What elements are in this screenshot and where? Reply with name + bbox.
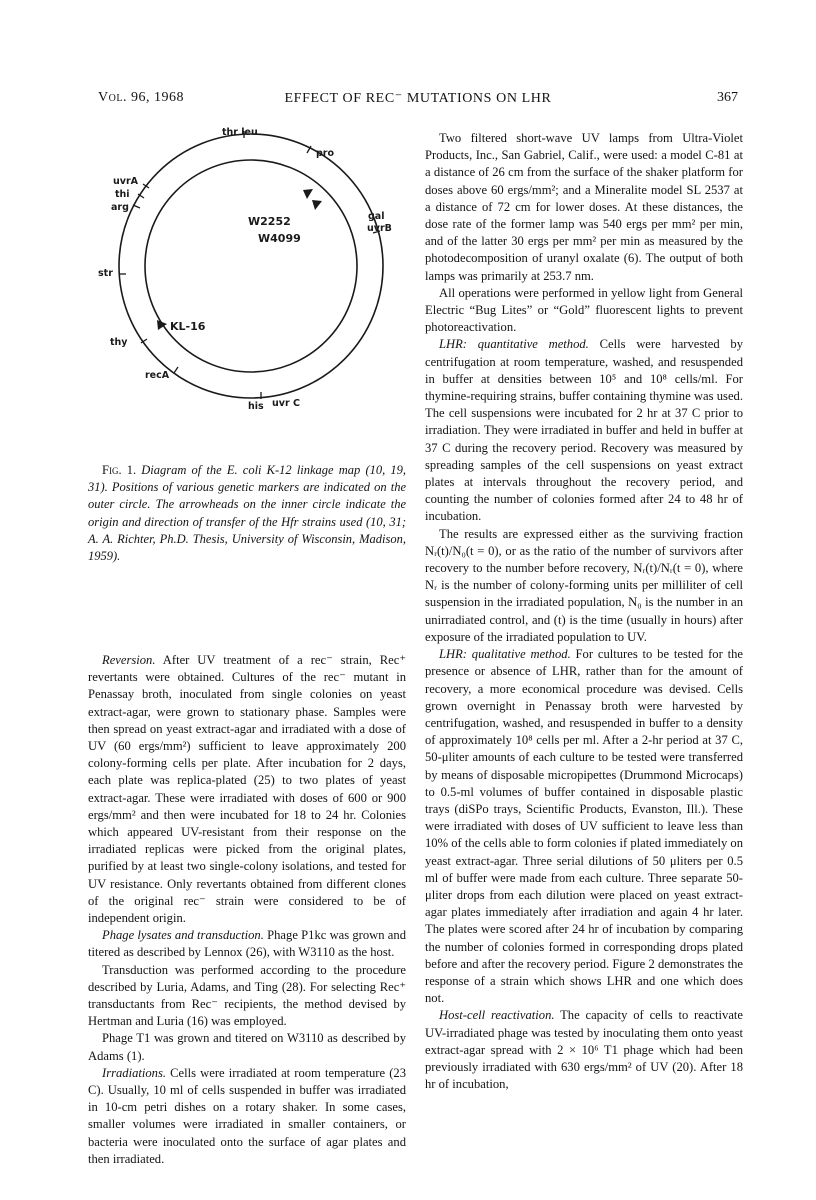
marker-his: his [248, 401, 264, 412]
marker-recA: recA [145, 370, 170, 381]
linkage-map-diagram [96, 126, 406, 416]
paragraph-text: The results are expressed either as the surviving fraction Nᵣ(t)/N₀(t = 0), or as the ratio of the number of survivors after recovery to the number before recovery, Nᵣ(t)/Nᵣ(t = 0), where Nᵣ is the number of colony-forming units per milliliter of cell suspension in the irradiated population, N₀ is the number in an unirradiated control, and (t) is the time (usually in hours) after exposure of the irradiated population to UV. [425, 526, 743, 644]
inner-circle [145, 160, 357, 372]
marker-thr-leu: thr leu [222, 127, 258, 138]
paragraph-phage-t1 [88, 1030, 406, 1064]
paragraph-results [425, 526, 743, 646]
run-in-heading: Reversion. [102, 653, 156, 667]
volume-info: Vol. 96, 1968 [98, 90, 184, 105]
marker-pro: pro [316, 148, 335, 159]
paragraph-lhr-quantitative [425, 336, 743, 525]
paragraph-text: The capacity of cells to reactivate UV-irradiated phage was tested by inoculating them onto yeast extract-agar spread with 2 × 10⁶ T1 phage which had been previously irradiated with 630 ergs/mm² of UV (20). After 18 hr of incubation, [425, 1008, 743, 1092]
marker-thy: thy [110, 337, 128, 348]
arrowhead-w4099 [312, 200, 322, 210]
paragraph-text: Cells were harvested by centrifugation at room temperature, washed, and resuspended in buffer at densities between 10⁵ and 10⁸ cells/ml. For thymine-requiring strains, buffer containing thymine was used. The cell suspensions were incubated for 2 hr at 37 C prior to irradiation. They were irradiated in buffer and held in buffer at 37 C during the recovery period. Recovery was measured by spreading samples of the cell suspensions on yeast extract plates at intervals throughout the recovery period, and counting the number of colonies formed after 24 to 48 hr of incubation. [425, 337, 743, 524]
paragraph-text: After UV treatment of a rec⁻ strain, Rec⁺ revertants were obtained. Cultures of the rec⁻ mutant in Penassay broth, inoculated from single colonies on yeast extract-agar, were grown to stationary phase. Samples were then spread on yeast extract-agar and irradiated with a dose of UV (60 ergs/mm²) sufficient to leave approximately 200 colony-forming cells per plate. After incubation for 2 days, each plate was replica-plated (25) to two plates of yeast extract-agar. These were irradiated with doses of 600 or 900 ergs/mm² and then were incubated for 18 to 24 hr. Colonies which appeared UV-resistant from their response on the irradiated replicas were picked from the original plates, purified by at least two single-colony isolations, and tested for UV resistance. Only revertants obtained from different clones of the original rec⁻ strain were considered to be of independent origin. [88, 653, 406, 926]
run-in-heading: Host-cell reactivation. [439, 1008, 555, 1023]
paragraph-irradiations [88, 1065, 406, 1168]
paragraph-text: Phage P1kc was grown and titered as described by Lennox (26), with W3110 as the host. [88, 928, 406, 960]
paragraph-yellow-light [425, 285, 743, 337]
left-column [88, 652, 406, 1168]
caption-text: Diagram of the E. coli K-12 linkage map (10, 19, 31). Positions of various genetic markers are indicated on the outer circle. The arrowheads on the inner circle indicate the origin and direction of transfer of the Hfr strains used (10, 31; A. A. Richter, Ph.D. Thesis, University of Wisconsin, Madison, 1959). [88, 463, 407, 564]
paragraph-text: All operations were performed in yellow light from General Electric “Bug Lites” or “Gold” fluorescent lights to prevent photoreactivation. [425, 285, 743, 335]
paragraph-text: Two filtered short-wave UV lamps from Ultra-Violet Products, Inc., San Gabriel, Calif., were used: a model C-81 at a distance of 26 cm from the surface of the shaker platform for doses above 60 ergs/mm²; and a Mineralite model SL 2537 at a distance of 72 cm for lower doses. At these distances, the dose rate of the former lamp was 540 ergs per mm² per min, and of the latter 30 ergs per mm² per min as measured by the photodecomposition of uranyl oxalate (6). The output of both lamps was primarily at 253.7 nm. [425, 131, 743, 283]
paragraph-reversion [88, 652, 406, 927]
marker-arg: arg [111, 202, 129, 213]
paragraph-uv-lamps [425, 130, 743, 285]
strain-kl16: KL-16 [170, 320, 206, 333]
marker-thi: thi [115, 189, 130, 200]
run-in-heading: Irradiations. [102, 1065, 167, 1080]
paragraph-phage-lysates [88, 927, 406, 961]
tick-recA [174, 367, 178, 373]
paragraph-lhr-qualitative [425, 646, 743, 1007]
marker-uvrA: uvrA [113, 176, 138, 187]
paragraph-text: Transduction was performed according to the procedure described by Luria, Adams, and Ting (28). For selecting Rec⁺ transductants from Rec⁻ recipients, the method devised by Hertman and Luria (16) was employed. [88, 962, 406, 1029]
paragraph-text: Phage T1 was grown and titered on W3110 as described by Adams (1). [88, 1031, 406, 1063]
arrowhead-w2252 [303, 189, 313, 199]
paragraph-transduction [88, 962, 406, 1031]
running-header [98, 90, 738, 110]
marker-uvrB: uvrB [367, 223, 392, 234]
paragraph-text: Cells were irradiated at room temperature (23 C). Usually, 10 ml of cells suspended in buffer was irradiated in 10-cm petri dishes on a rotary shaker. In some cases, smaller volumes were irradiated in smaller containers, or bacteria were inoculated onto the surface of agar plates and then irradiated. [88, 1065, 406, 1166]
marker-gal: gal [368, 211, 385, 222]
run-in-heading: LHR: qualitative method. [439, 647, 571, 662]
caption-label: Fig. 1. [102, 463, 137, 477]
right-column [425, 130, 743, 1093]
paragraph-host-cell-reactivation [425, 1007, 743, 1093]
running-title: EFFECT OF REC⁻ MUTATIONS ON LHR [284, 91, 552, 106]
run-in-heading: LHR: quantitative method. [439, 337, 589, 352]
linkage-map-figure [96, 126, 406, 416]
run-in-heading: Phage lysates and transduction. [102, 928, 264, 943]
paragraph-text: For cultures to be tested for the presence or absence of LHR, rather than for the amount of recovery, a more economical procedure was devised. Cells grown overnight in Penassay broth were harvested by centrifugation, washed, and resuspended in buffer to a density of approximately 10⁸ cells per ml. After a 2-hr period at 37 C, 50-μliter amounts of each culture to be tested were transferred by means of disposable micropipettes (Drummond Microcaps) to 0.5-ml volumes of buffer contained in disposable plastic trays (diSPo trays, Scientific Products, Evanston, Ill.). These were irradiated with doses of UV sufficient to leave less than 10% of the cells able to form colonies if plated immediately on yeast extract-agar. Three serial dilutions of 50 μliters per 0.5 ml of buffer were made from each culture. Three separate 50-μliter drops from each dilution were placed on yeast extract-agar plates immediately after irradiation and again 4 hr later. The plates were scored after 24 hr of incubation by comparing the number of colonies formed in corresponding drops plated before and after the recovery period. Figure 2 demonstrates the response of a strain which shows LHR and one which does not. [425, 647, 743, 1006]
figure-caption [88, 462, 406, 565]
outer-circle [119, 134, 383, 398]
page-number: 367 [717, 90, 738, 105]
marker-uvrC: uvr C [272, 398, 300, 409]
strain-w2252: W2252 [248, 215, 291, 228]
strain-w4099: W4099 [258, 232, 301, 245]
marker-str: str [98, 268, 113, 279]
